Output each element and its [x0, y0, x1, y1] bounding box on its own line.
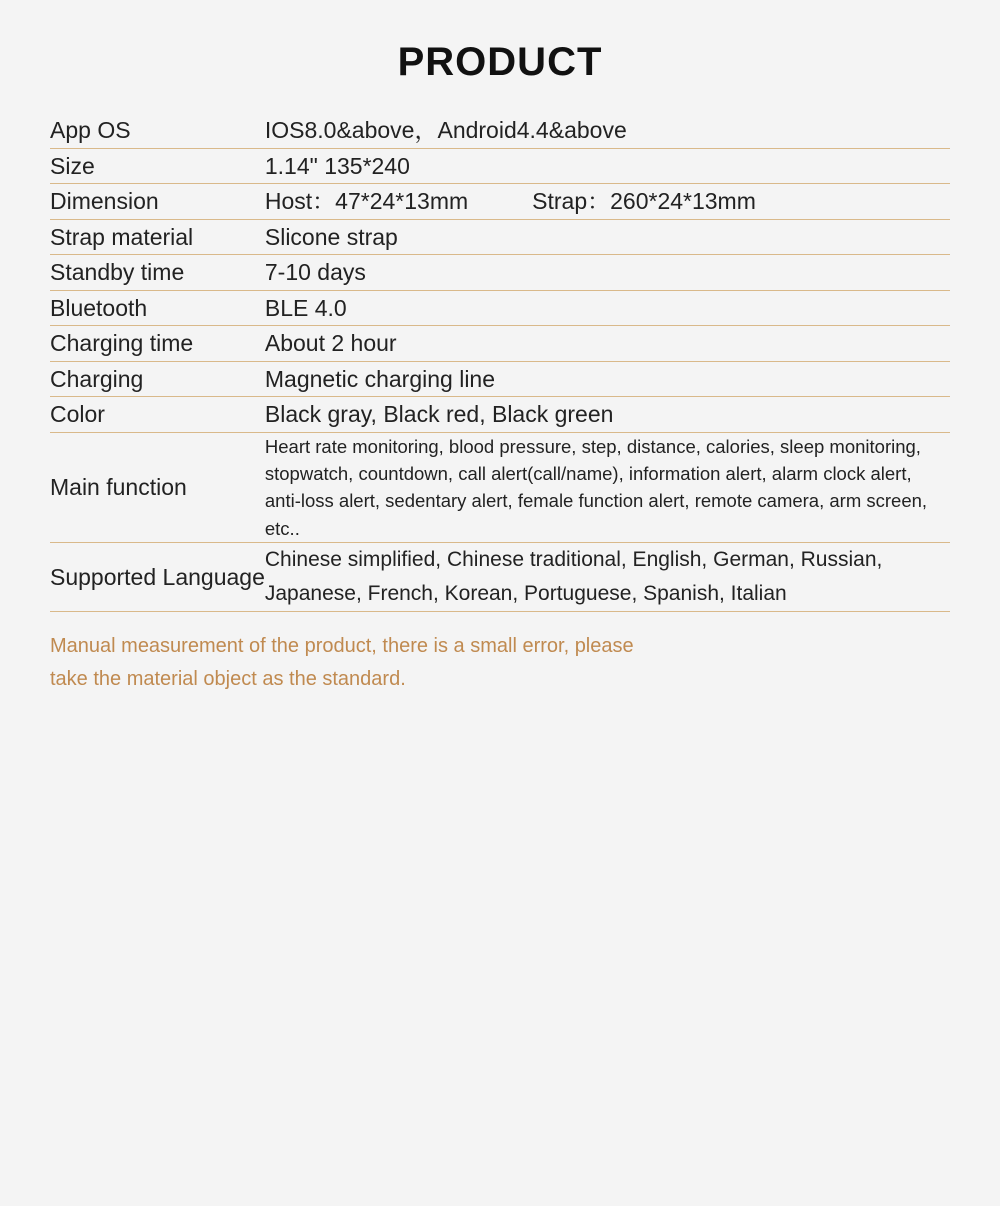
- spec-value: BLE 4.0: [264, 294, 347, 321]
- spec-value: IOS8.0&above，Android4.4&above: [264, 117, 627, 143]
- note-line-1: Manual measurement of the product, there is a small error, please: [50, 635, 634, 658]
- spec-label: Charging: [50, 365, 144, 392]
- table-row: [50, 113, 950, 148]
- spec-label: Strap material: [50, 223, 194, 250]
- spec-label: Charging time: [50, 330, 194, 356]
- table-row: [50, 290, 950, 326]
- note-line-2: take the material object as the standard.: [50, 668, 406, 691]
- spec-label: Standby time: [50, 259, 185, 285]
- spec-label: Color: [50, 401, 105, 427]
- table-row: [50, 397, 950, 433]
- spec-label: App OS: [50, 117, 131, 143]
- spec-table: [50, 113, 950, 612]
- table-row: [50, 148, 950, 184]
- measurement-note: [50, 630, 950, 696]
- spec-value: About 2 hour: [264, 330, 397, 356]
- spec-label: Supported Language: [50, 563, 265, 590]
- spec-value: 1.14" 135*240: [264, 152, 410, 179]
- spec-value: Heart rate monitoring, blood pressure, step, distance, calories, sleep monitoring, stopwatch, countdown, call alert(call/name), information alert, alarm clock alert, anti-loss alert, sedentary alert, female function alert, remote camera, arm screen, etc..: [264, 435, 928, 539]
- spec-value: Slicone strap: [264, 223, 398, 250]
- table-row: [50, 184, 950, 220]
- page-title: PRODUCT: [397, 40, 603, 84]
- spec-label: Main function: [50, 474, 187, 500]
- spec-value: Magnetic charging line: [264, 365, 496, 392]
- table-row: [50, 326, 950, 362]
- spec-value: 7-10 days: [264, 259, 366, 285]
- table-row: [50, 543, 950, 612]
- spec-label: Bluetooth: [50, 294, 148, 321]
- table-row: [50, 432, 950, 543]
- spec-value-strap: Strap：260*24*13mm: [532, 188, 756, 214]
- spec-value: [265, 184, 950, 220]
- table-row: [50, 255, 950, 291]
- spec-value: Chinese simplified, Chinese traditional, English, German, Russian, Japanese, French, Korean, Portuguese, Spanish, Italian: [264, 548, 883, 606]
- table-row: [50, 219, 950, 255]
- table-row: [50, 361, 950, 397]
- spec-label: Size: [50, 152, 95, 179]
- spec-value: Black gray, Black red, Black green: [264, 401, 614, 427]
- spec-label: Dimension: [50, 188, 159, 214]
- spec-value-host: Host：47*24*13mm: [264, 188, 469, 214]
